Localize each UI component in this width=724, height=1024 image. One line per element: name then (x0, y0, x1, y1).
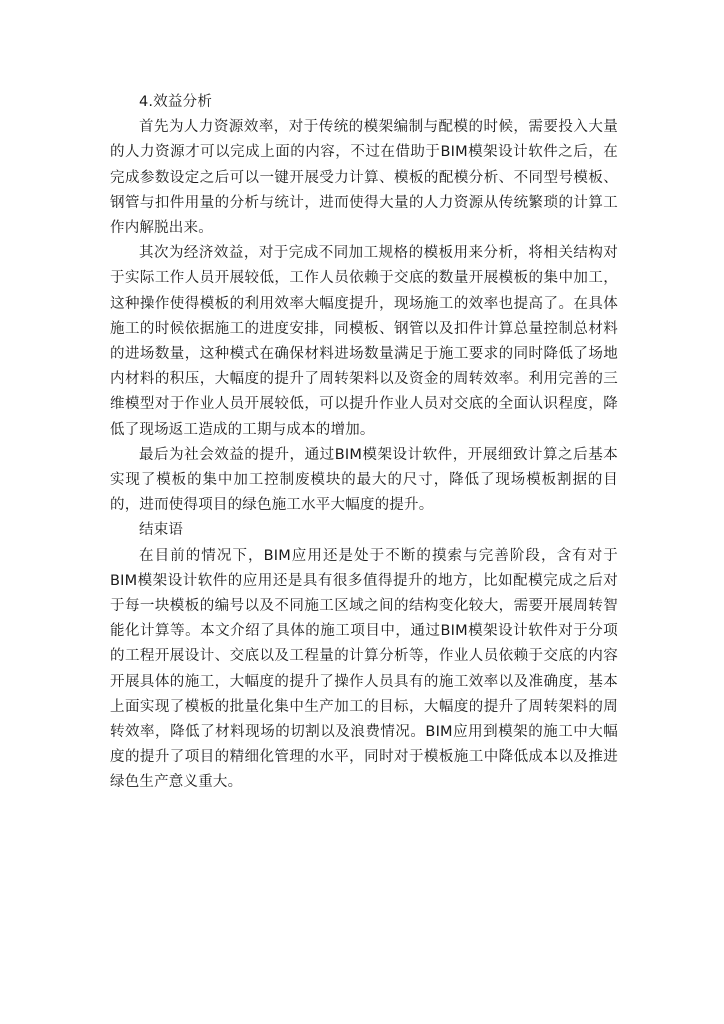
paragraph-conclusion: 在目前的情况下，BIM应用还是处于不断的摸索与完善阶段，含有对于BIM模架设计软件的应用还是具有很多值得提升的地方，比如配模完成之后对于每一块模板的编号以及不同施工区域之间的结构变化较大，需要开展周转智能化计算等。本文介绍了具体的施工项目中，通过BIM模架设计软件对于分项的工程开展设计、交底以及工程量的计算分析等，作业人员依赖于交底的内容开展具体的施工，大幅度的提升了操作人员具有的施工效率以及准确度，基本上面实现了模板的批量化集中生产加工的目标，大幅度的提升了周转架料的周转效率，降低了材料现场的切割以及浪费情况。BIM应用到模架的施工中大幅度的提升了项目的精细化管理的水平，同时对于模板施工中降低成本以及推进绿色生产意义重大。 (110, 547, 618, 791)
document-body (110, 90, 618, 796)
conclusion-heading: 结束语 (139, 522, 184, 539)
paragraph-human-resource-efficiency: 首先为人力资源效率，对于传统的模架编制与配模的时候，需要投入大量的人力资源才可以完成上面的内容，不过在借助于BIM模架设计软件之后，在完成参数设定之后可以一键开展受力计算、模板的配模分析、不同型号模板、钢管与扣件用量的分析与统计，进而使得大量的人力资源从传统繁琐的计算工作内解脱出来。 (110, 119, 618, 237)
section-heading: 4.效益分析 (139, 94, 213, 110)
paragraph-social-benefit: 最后为社会效益的提升，通过BIM模架设计软件，开展细致计算之后基本实现了模板的集中加工控制废模块的最大的尺寸，降低了现场模板割据的目的，进而使得项目的绿色施工水平大幅度的提升。 (110, 446, 618, 514)
paragraph-economic-benefit: 其次为经济效益，对于完成不同加工规格的模板用来分析，将相关结构对于实际工作人员开展较低，工作人员依赖于交底的数量开展模板的集中加工，这种操作使得模板的利用效率大幅度提升，现场施工的效率也提高了。在具体施工的时候依据施工的进度安排，同模板、钢管以及扣件计算总量控制总材料的进场数量，这种模式在确保材料进场数量满足于施工要求的同时降低了场地内材料的积压，大幅度的提升了周转架料以及资金的周转效率。利用完善的三维模型对于作业人员开展较低，可以提升作业人员对交底的全面认识程度，降低了现场返工造成的工期与成本的增加。 (110, 245, 618, 438)
